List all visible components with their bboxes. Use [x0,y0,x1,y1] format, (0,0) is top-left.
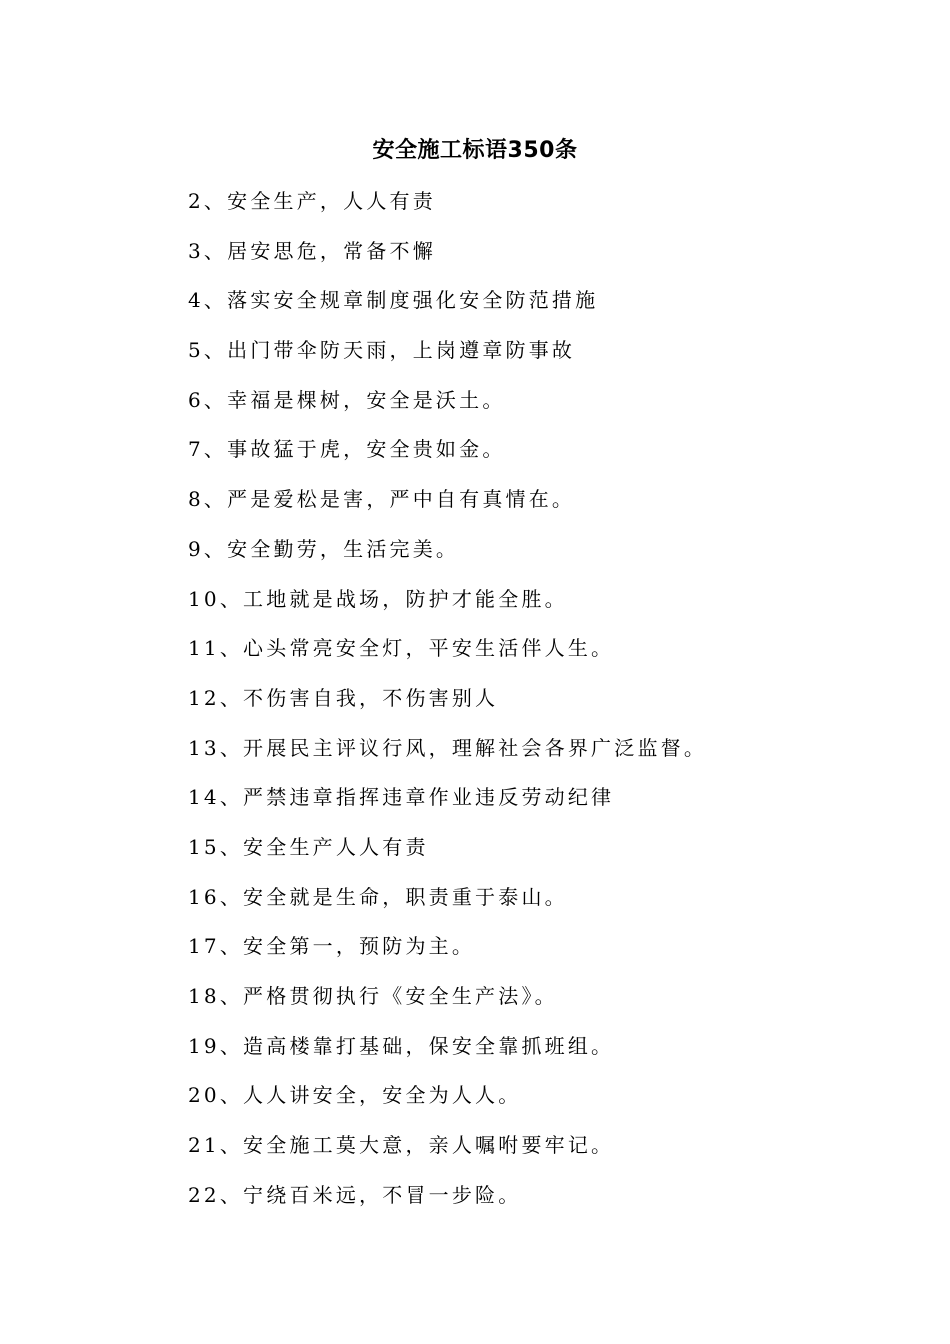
slogan-item: 15、安全生产人人有责 [188,834,429,859]
slogan-item: 16、安全就是生命，职责重于泰山。 [188,884,568,909]
slogan-item: 7、事故猛于虎，安全贵如金。 [188,437,506,462]
slogan-item: 2、安全生产，人人有责 [188,189,436,213]
slogan-item: 12、不伤害自我，不伤害别人 [188,685,499,710]
slogan-list [188,184,707,1227]
slogan-item: 3、居安思危，常备不懈 [188,238,436,263]
slogan-item: 13、开展民主评议行风，理解社会各界广泛监督。 [188,735,708,760]
slogan-item: 20、人人讲安全，安全为人人。 [188,1083,522,1108]
slogan-item: 4、落实安全规章制度强化安全防范措施 [188,288,599,313]
slogan-item: 8、严是爱松是害，严中自有真情在。 [188,487,576,512]
document-title: 安全施工标语350条 [372,138,578,163]
slogan-item: 10、工地就是战场，防护才能全胜。 [188,586,568,611]
slogan-item: 11、心头常亮安全灯，平安生活伴人生。 [188,636,615,661]
slogan-item: 9、安全勤劳，生活完美。 [188,536,460,561]
slogan-item: 18、严格贯彻执行《安全生产法》。 [188,984,558,1008]
slogan-item: 14、严禁违章指挥违章作业违反劳动纪律 [188,785,615,810]
slogan-item: 17、安全第一，预防为主。 [188,934,476,959]
slogan-item: 6、幸福是棵树，安全是沃土。 [188,387,506,412]
slogan-item: 19、造高楼靠打基础，保安全靠抓班组。 [188,1033,615,1058]
slogan-item: 22、宁绕百米远，不冒一步险。 [188,1182,522,1207]
slogan-item: 5、出门带伞防天雨，上岗遵章防事故 [188,338,576,363]
slogan-item: 21、安全施工莫大意，亲人嘱咐要牢记。 [188,1133,615,1158]
